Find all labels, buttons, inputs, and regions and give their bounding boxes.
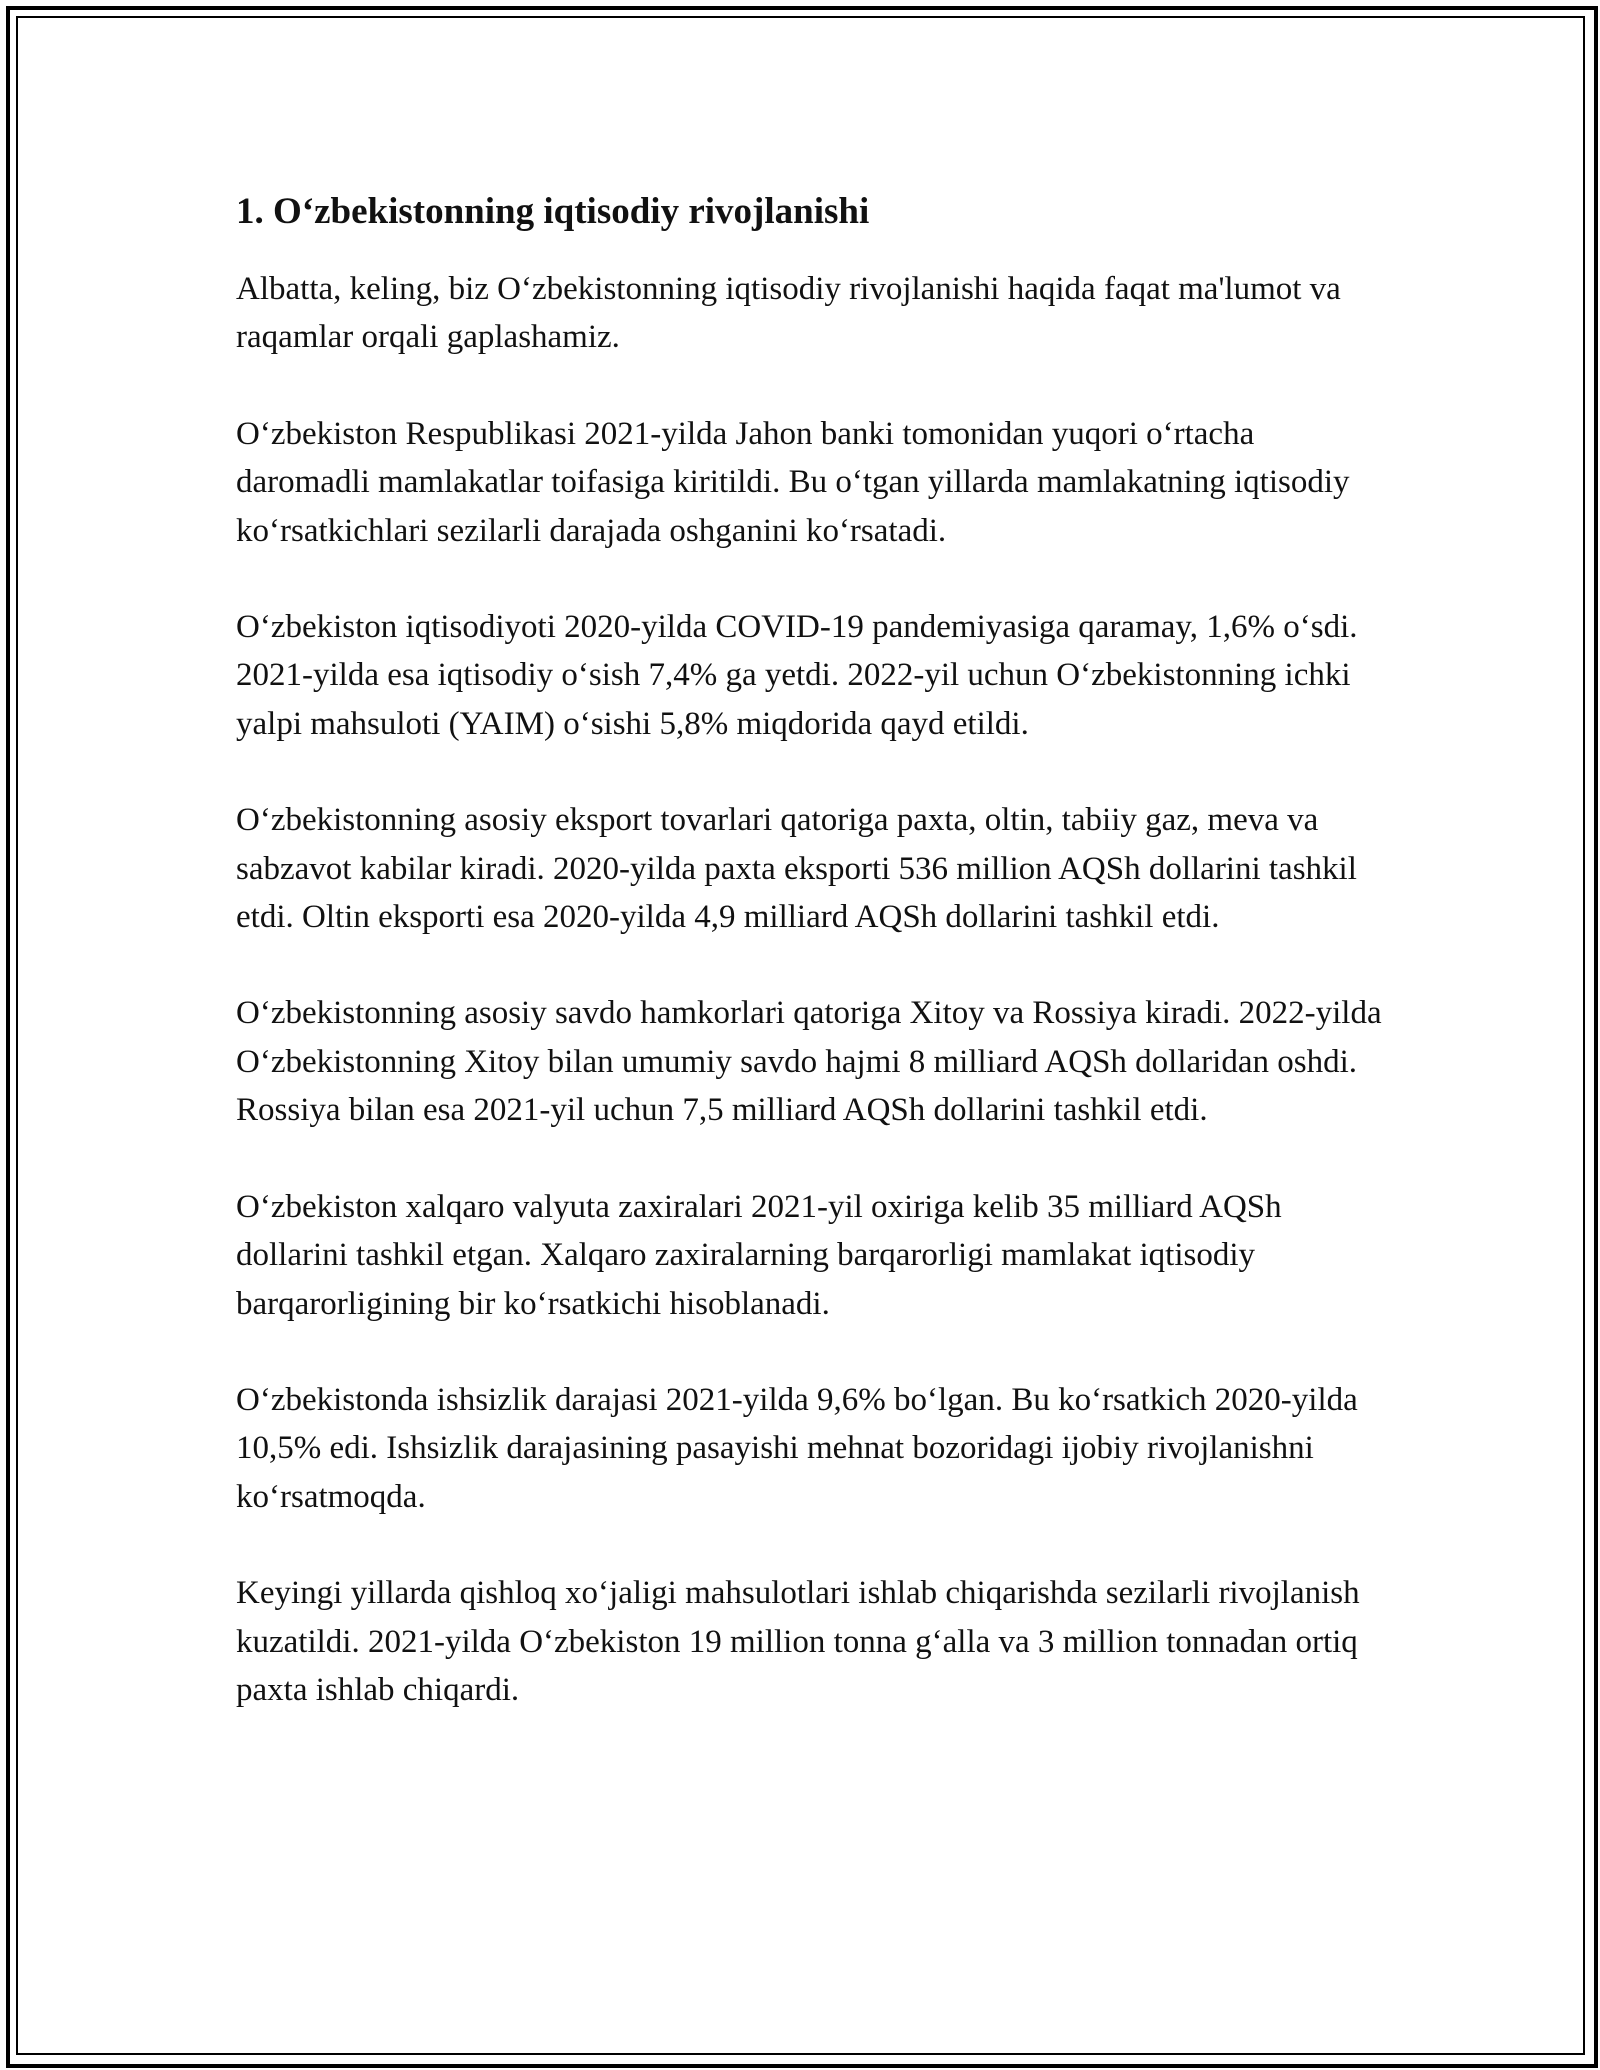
- paragraph-reserves: O‘zbekiston xalqaro valyuta zaxiralari 2021-yil oxiriga kelib 35 milliard AQSh dollarini tashkil etgan. Xalqaro zaxiralarning barqarorligi mamlakat iqtisodiy barqarorligining bir ko‘rsatkichi hisoblanadi.: [236, 1188, 1282, 1322]
- paragraph-unemployment: O‘zbekistonda ishsizlik darajasi 2021-yilda 9,6% bo‘lgan. Bu ko‘rsatkich 2020-yilda 10,5% edi. Ishsizlik darajasining pasayishi mehnat bozoridagi ijobiy rivojlanishni ko‘rsatmoqda.: [236, 1381, 1358, 1515]
- paragraph-intro: Albatta, keling, biz O‘zbekistonning iqtisodiy rivojlanishi haqida faqat ma'lumot va raqamlar orqali gaplashamiz.: [236, 271, 1341, 356]
- section-heading: 1. O‘zbekistonning iqtisodiy rivojlanishi: [236, 191, 870, 232]
- paragraph-world-bank-status: O‘zbekiston Respublikasi 2021-yilda Jahon banki tomonidan yuqori o‘rtacha daromadli mamlakatlar toifasiga kiritildi. Bu o‘tgan yillarda mamlakatning iqtisodiy ko‘rsatkichlari sezilarli darajada oshganini ko‘rsatadi.: [236, 415, 1350, 549]
- paragraph-trade-partners: O‘zbekistonning asosiy savdo hamkorlari qatoriga Xitoy va Rossiya kiradi. 2022-yilda O‘zbekistonning Xitoy bilan umumiy savdo hajmi 8 milliard AQSh dollaridan oshdi. Rossiya bilan esa 2021-yil uchun 7,5 milliard AQSh dollarini tashkil etdi.: [236, 995, 1382, 1129]
- paragraph-gdp-growth: O‘zbekiston iqtisodiyoti 2020-yilda COVID-19 pandemiyasiga qaramay, 1,6% o‘sdi. 2021-yilda esa iqtisodiy o‘sish 7,4% ga yetdi. 2022-yil uchun O‘zbekistonning ichki yalpi mahsuloti (YAIM) o‘sishi 5,8% miqdorida qayd etildi.: [236, 609, 1358, 742]
- paragraph-agriculture: Keyingi yillarda qishloq xo‘jaligi mahsulotlari ishlab chiqarishda sezilarli rivojlanish kuzatildi. 2021-yilda O‘zbekiston 19 million tonna g‘alla va 3 million tonnadan ortiq paxta ishlab chiqardi.: [236, 1575, 1360, 1708]
- document-body: [236, 185, 1386, 1762]
- paragraph-exports: O‘zbekistonning asosiy eksport tovarlari qatoriga paxta, oltin, tabiiy gaz, meva va sabzavot kabilar kiradi. 2020-yilda paxta eksporti 536 million AQSh dollarini tashkil etdi. Oltin eksporti esa 2020-yilda 4,9 milliard AQSh dollarini tashkil etdi.: [236, 802, 1357, 936]
